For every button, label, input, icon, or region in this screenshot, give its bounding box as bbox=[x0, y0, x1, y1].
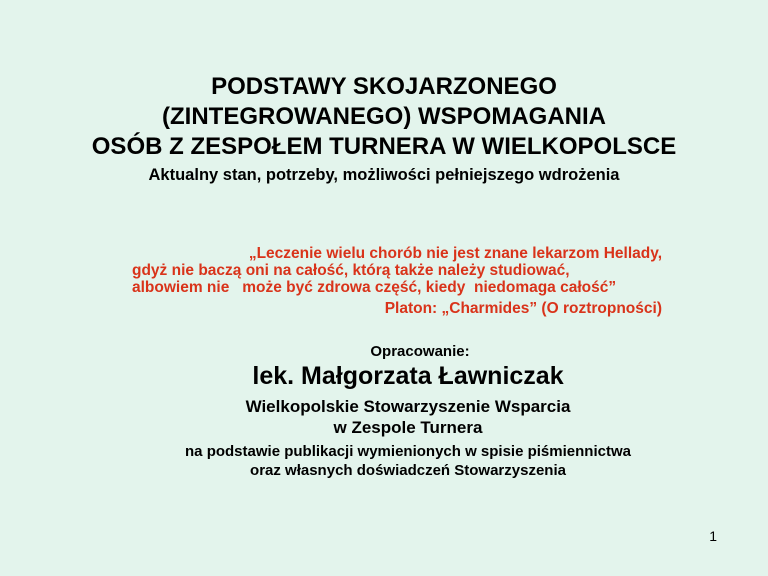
title-line-3: OSÓB Z ZESPOŁEM TURNERA W WIELKOPOLSCE bbox=[91, 133, 677, 160]
quote-block bbox=[60, 245, 662, 317]
slide-title bbox=[0, 72, 768, 162]
quote-line-3: albowiem nie może być zdrowa część, kiedy niedomaga całość” bbox=[132, 279, 617, 296]
sources-note-line-1: na podstawie publikacji wymienionych w spisie piśmiennictwa bbox=[185, 443, 631, 460]
organization bbox=[0, 396, 768, 438]
title-line-1: PODSTAWY SKOJARZONEGO bbox=[211, 73, 557, 100]
organization-line-1: Wielkopolskie Stowarzyszenie Wsparcia bbox=[245, 397, 571, 416]
page-number: 1 bbox=[709, 528, 717, 544]
quote-line-1: „Leczenie wielu chorób nie jest znane lekarzom Hellady, bbox=[248, 245, 662, 262]
organization-line-2: w Zespole Turnera bbox=[333, 418, 483, 437]
slide-subtitle: Aktualny stan, potrzeby, możliwości pełniejszego wdrożenia bbox=[148, 166, 620, 184]
quote-attribution: Platon: „Charmides” (O roztropności) bbox=[384, 300, 662, 317]
sources-note-line-2: oraz własnych doświadczeń Stowarzyszenia bbox=[250, 462, 566, 479]
prepared-label: Opracowanie: bbox=[370, 343, 470, 360]
author-name: lek. Małgorzata Ławniczak bbox=[252, 362, 564, 390]
quote-line-2: gdyż nie baczą oni na całość, którą także należy studiować, bbox=[132, 262, 570, 279]
sources-note bbox=[0, 442, 768, 480]
title-line-2: (ZINTEGROWANEGO) WSPOMAGANIA bbox=[162, 103, 606, 130]
